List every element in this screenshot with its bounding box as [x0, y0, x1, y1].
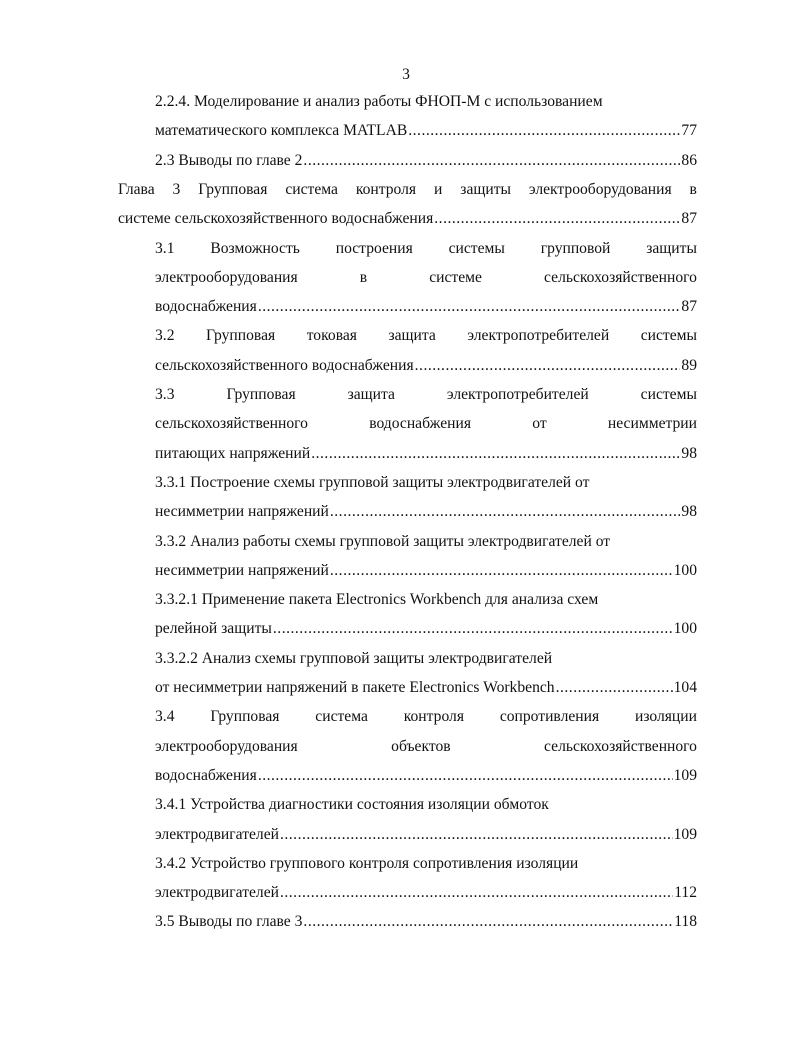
toc-entry-title: системе сельскохозяйственного водоснабжения: [118, 210, 434, 228]
toc-entry-2-2-4[interactable]: [155, 119, 697, 143]
toc-page-number: 109: [673, 766, 697, 784]
toc-word: групповой: [540, 239, 611, 257]
toc-entry-ch3[interactable]: [118, 207, 697, 231]
toc-word: сопротивления: [499, 708, 600, 726]
toc-entry-line: [155, 383, 697, 407]
dot-leader: [434, 207, 680, 231]
toc-word: система: [285, 180, 338, 198]
dot-leader: [330, 559, 673, 583]
toc-page-number: 109: [673, 825, 697, 843]
dot-leader: [330, 500, 681, 524]
dot-leader: [258, 764, 673, 788]
toc-entry-3-3-2-1[interactable]: [155, 617, 697, 641]
toc-page-number: 100: [673, 561, 697, 579]
toc-entry-line: 3.4.2 Устройство группового контроля сопротивления изоляции: [155, 854, 579, 872]
toc-word: 3.1: [155, 239, 175, 257]
toc-word: построения: [335, 239, 413, 257]
toc-word: токовая: [306, 327, 357, 345]
toc-word: Групповая: [198, 180, 268, 198]
toc-word: системе: [429, 268, 482, 286]
dot-leader: [280, 881, 673, 905]
dot-leader: [303, 910, 673, 934]
toc-entry-title: от несимметрии напряжений в пакете Electronics Workbench: [155, 679, 555, 696]
toc-word: контроля: [403, 708, 464, 726]
toc-entry-title: электродвигателей: [155, 825, 279, 843]
toc-entry-3-4-1[interactable]: [155, 823, 697, 847]
toc-page-number: 118: [674, 913, 697, 931]
toc-entry-line: 3.3.2.1 Применение пакета Electronics Workbench для анализа схем: [155, 591, 599, 609]
toc-entry-line: [155, 412, 697, 436]
toc-entry-line: [155, 266, 697, 290]
toc-word: несимметрии: [607, 415, 697, 433]
toc-entry-title: водоснабжения: [155, 298, 257, 316]
toc-word: Групповая: [206, 327, 276, 345]
toc-page-number: 100: [673, 620, 697, 638]
toc-word: контроля: [355, 180, 417, 198]
dot-leader: [280, 823, 673, 847]
toc-word: в: [689, 180, 697, 198]
toc-entry-title: питающих напряжений: [155, 444, 311, 462]
toc-word: Возможность: [210, 239, 300, 257]
toc-word: электропотребителей: [467, 327, 610, 345]
toc-entry-line: [118, 178, 697, 202]
toc-entry-3-4[interactable]: [155, 764, 697, 788]
toc-word: электрооборудования: [528, 180, 672, 198]
dot-leader: [273, 617, 673, 641]
toc-entry-3-2[interactable]: [155, 354, 697, 378]
toc-page-number: 112: [674, 884, 697, 902]
toc-word: система: [315, 708, 368, 726]
toc-word: системы: [448, 239, 505, 257]
dot-leader: [258, 295, 681, 319]
toc-entry-line: [155, 705, 697, 729]
toc-word: Глава: [118, 180, 155, 198]
toc-page-number: 87: [681, 210, 697, 228]
toc-entry-title: математического комплекса MATLAB: [155, 122, 408, 140]
toc-word: системы: [640, 327, 697, 345]
toc-word: сельскохозяйственного: [155, 415, 308, 433]
toc-entry-title: несимметрии напряжений: [155, 561, 329, 579]
toc-word: 3.4: [155, 708, 175, 726]
toc-word: электропотребителей: [446, 386, 589, 403]
toc-entry-3-3[interactable]: [155, 442, 697, 466]
toc-word: сельскохозяйственного: [544, 268, 697, 286]
toc-word: 3.2: [155, 327, 175, 345]
toc-entry-3-3-2-2[interactable]: [155, 676, 697, 700]
toc-word: Групповая: [210, 708, 280, 726]
toc-word: системы: [640, 386, 697, 403]
toc-word: Групповая: [226, 386, 296, 403]
toc-page-number: 98: [681, 503, 697, 521]
toc-entry-title: сельскохозяйственного водоснабжения: [155, 356, 414, 374]
toc-entry-title: электродвигателей: [155, 884, 279, 902]
toc-word: и: [434, 180, 443, 198]
toc-word: в: [359, 268, 368, 286]
toc-word: электрооборудования: [155, 268, 298, 286]
toc-page-number: 77: [681, 122, 697, 140]
toc-page-number: 87: [681, 298, 697, 316]
toc-word: от: [532, 415, 547, 433]
toc-entry-title: несимметрии напряжений: [155, 503, 329, 521]
toc-entry-line: [155, 735, 697, 759]
toc-word: объектов: [391, 737, 451, 755]
toc-word: защита: [388, 327, 436, 345]
page-number: 3: [402, 66, 410, 83]
toc-entry-line: 3.3.2 Анализ работы схемы групповой защиты электродвигателей от: [155, 532, 611, 550]
dot-leader: [311, 442, 680, 466]
toc-entry-title: 2.3 Выводы по главе 2: [155, 151, 303, 169]
toc-entry-3-4-2[interactable]: [155, 881, 697, 905]
toc-word: электрооборудования: [155, 737, 298, 755]
toc-entry-title: релейной защиты: [155, 620, 272, 638]
toc-word: изоляции: [634, 708, 697, 726]
toc-word: водоснабжения: [369, 415, 471, 433]
toc-word: защиты: [646, 239, 697, 257]
dot-leader: [556, 676, 673, 700]
toc-entry-title: водоснабжения: [155, 766, 257, 784]
toc-word: 3: [172, 180, 181, 198]
toc-entry-line: [155, 324, 697, 348]
toc-entry-line: 3.3.1 Построение схемы групповой защиты электродвигателей от: [155, 473, 590, 491]
toc-entry-line: [155, 237, 697, 261]
dot-leader: [408, 119, 680, 143]
toc-word: защиты: [460, 180, 512, 198]
toc-page-number: 86: [681, 151, 697, 169]
toc-entry-3-3-2[interactable]: [155, 559, 697, 583]
toc-entry-3-1[interactable]: [155, 295, 697, 319]
dot-leader: [303, 149, 680, 173]
toc-page-number: 89: [681, 356, 697, 374]
toc-page-number: 98: [681, 444, 697, 462]
toc-entry-title: 3.5 Выводы по главе 3: [155, 913, 303, 931]
toc-word: 3.3: [155, 386, 175, 403]
dot-leader: [415, 354, 681, 378]
toc-word: сельскохозяйственного: [544, 737, 697, 755]
toc-word: защита: [347, 386, 395, 403]
toc-entry-line: 3.3.2.2 Анализ схемы групповой защиты электродвигателей: [155, 649, 553, 667]
toc-page-number: 104: [673, 679, 697, 696]
toc-entry-3-5[interactable]: [155, 910, 697, 934]
toc-entry-line: 2.2.4. Моделирование и анализ работы ФНОП-М с использованием: [155, 93, 603, 110]
toc-entry-line: 3.4.1 Устройства диагностики состояния изоляции обмоток: [155, 796, 549, 814]
toc-entry-3-3-1[interactable]: [155, 500, 697, 524]
toc-entry-2-3[interactable]: [155, 149, 697, 173]
